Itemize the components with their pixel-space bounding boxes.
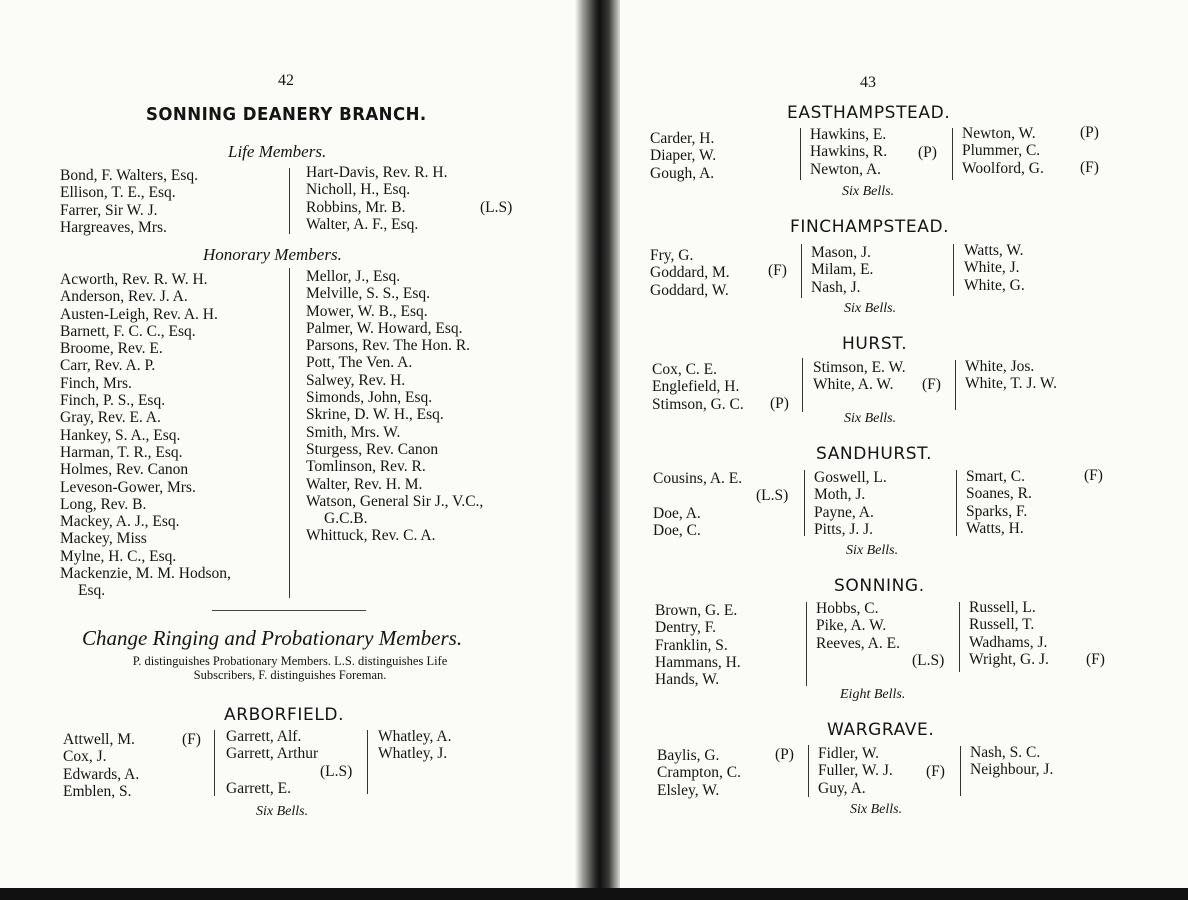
- page-number-left: 42: [278, 72, 294, 89]
- list-item: Gray, Rev. E. A.: [60, 409, 161, 427]
- wargrave-col2: [818, 745, 893, 797]
- list-item: Woolford, G.: [962, 159, 1044, 177]
- list-item: Attwell, M.: [63, 731, 135, 748]
- column-divider: [802, 358, 803, 412]
- list-item: Finch, Mrs.: [60, 374, 132, 392]
- probationary-tag: (P): [918, 144, 937, 161]
- list-item: Doe, A.: [653, 504, 701, 522]
- list-item: Fry, G.: [650, 247, 694, 264]
- list-item: Mackenzie, M. M. Hodson,: [60, 565, 231, 583]
- hurst-col3: [965, 358, 1057, 393]
- list-item: Skrine, D. W. H., Esq.: [306, 406, 444, 424]
- list-item: Mower, W. B., Esq.: [306, 302, 428, 320]
- list-item: Dentry, F.: [655, 619, 717, 637]
- list-item: Diaper, W.: [650, 147, 717, 165]
- column-divider: [960, 746, 961, 796]
- list-item: Fuller, W. J.: [818, 762, 893, 780]
- list-item: Goddard, M.: [650, 264, 730, 282]
- list-item: Hart-Davis, Rev. R. H.: [306, 164, 448, 181]
- finchampstead-col1: [650, 247, 730, 299]
- probationary-tag: (P): [1080, 124, 1099, 141]
- list-item: Ellison, T. E., Esq.: [60, 184, 176, 202]
- list-item: Moth, J.: [814, 486, 866, 504]
- list-item: White, G.: [964, 276, 1025, 294]
- ls-tag: (L.S): [756, 487, 789, 504]
- list-item: Milam, E.: [811, 261, 874, 279]
- left-page: [0, 0, 585, 900]
- list-item: Wright, G. J.: [969, 650, 1049, 668]
- list-item: [653, 487, 742, 504]
- foreman-tag: (F): [1086, 651, 1105, 668]
- list-item: Garrett, E.: [226, 779, 291, 797]
- list-item: Pott, The Ven. A.: [306, 354, 413, 372]
- list-item: Gough, A.: [650, 164, 715, 182]
- book-gutter: [575, 0, 620, 900]
- right-page: [610, 0, 1188, 900]
- column-divider: [959, 602, 960, 672]
- arborfield-col3: [378, 728, 451, 763]
- list-item: Neighbour, J.: [970, 761, 1054, 779]
- bells-note: Six Bells.: [842, 184, 895, 199]
- bells-note: Six Bells.: [850, 802, 903, 817]
- hurst-heading: HURST.: [842, 334, 908, 354]
- column-divider: [367, 730, 368, 794]
- ls-tag: (L.S): [480, 199, 513, 216]
- list-item: Cox, J.: [63, 748, 107, 766]
- list-item: Farrer, Sir W. J.: [60, 201, 158, 219]
- list-item: Smart, C.: [966, 468, 1025, 485]
- ls-tag: (L.S): [912, 652, 945, 669]
- list-item: Mackey, Miss: [60, 530, 147, 548]
- list-item: Broome, Rev. E.: [60, 340, 163, 358]
- change-ringing-heading: Change Ringing and Probationary Members.: [82, 626, 463, 650]
- bells-note: Six Bells.: [844, 301, 897, 316]
- list-item: Acworth, Rev. R. W. H.: [60, 271, 208, 288]
- list-item: Hawkins, E.: [810, 126, 887, 143]
- easthampstead-col3: [962, 125, 1044, 177]
- column-divider: [953, 244, 954, 296]
- list-item: Stimson, E. W.: [813, 359, 906, 376]
- list-item: Russell, L.: [969, 599, 1036, 616]
- list-item: Englefield, H.: [652, 378, 740, 396]
- list-item: Nash, S. C.: [970, 744, 1041, 761]
- list-item: Watson, General Sir J., V.C.,: [306, 492, 484, 510]
- list-item: Finch, P. S., Esq.: [60, 392, 166, 410]
- list-item: Edwards, A.: [63, 765, 140, 783]
- list-item: Watts, W.: [964, 242, 1024, 259]
- life-members-col2: [306, 164, 447, 233]
- list-item: White, A. W.: [813, 376, 894, 394]
- list-item: Melville, S. S., Esq.: [306, 285, 431, 303]
- foreman-tag: (F): [182, 731, 201, 748]
- list-item: Hankey, S. A., Esq.: [60, 426, 181, 444]
- list-item: Austen-Leigh, Rev. A. H.: [60, 305, 218, 323]
- list-item: Cox, C. E.: [652, 361, 718, 378]
- list-item: Carr, Rev. A. P.: [60, 357, 156, 375]
- list-item: Sparks, F.: [966, 502, 1028, 520]
- list-item: White, J.: [964, 259, 1020, 277]
- list-item: Anderson, Rev. J. A.: [60, 288, 188, 306]
- list-item: Barnett, F. C. C., Esq.: [60, 322, 196, 340]
- column-divider: [289, 268, 290, 598]
- list-item: Wadhams, J.: [969, 633, 1048, 651]
- sonning-heading: SONNING.: [834, 576, 925, 596]
- list-item: Harman, T. R., Esq.: [60, 443, 183, 461]
- arborfield-heading: ARBORFIELD.: [224, 705, 345, 725]
- key-note-line: P. distinguishes Probationary Members. L.S. distinguishes Life: [132, 654, 448, 668]
- list-item: Cousins, A. E.: [653, 470, 743, 487]
- column-divider: [804, 470, 805, 536]
- sandhurst-col1: [653, 470, 742, 539]
- bells-note: Six Bells.: [846, 543, 899, 558]
- probationary-tag: (P): [775, 746, 794, 763]
- list-item: Hands, W.: [655, 671, 720, 689]
- list-item: Newton, A.: [810, 160, 882, 178]
- foreman-tag: (F): [1084, 467, 1103, 484]
- list-item: Baylis, G.: [657, 747, 720, 764]
- list-item: Hargreaves, Mrs.: [60, 218, 167, 236]
- list-item: Russell, T.: [969, 616, 1035, 634]
- list-item: Carder, H.: [650, 130, 715, 147]
- bells-note: Six Bells.: [256, 804, 309, 819]
- list-item: Smith, Mrs. W.: [306, 423, 401, 441]
- life-members-heading: Life Members.: [228, 142, 327, 161]
- list-item: Esq.: [78, 582, 106, 600]
- list-item: Garrett, Arthur: [226, 745, 319, 763]
- easthampstead-col2: [810, 126, 887, 178]
- honorary-members-heading: Honorary Members.: [203, 245, 342, 264]
- list-item: [226, 763, 318, 780]
- honorary-members-col1: [60, 271, 231, 600]
- column-divider: [806, 602, 807, 686]
- list-item: Goswell, L.: [814, 469, 887, 486]
- column-divider: [955, 360, 956, 410]
- foreman-tag: (F): [922, 376, 941, 393]
- column-divider: [289, 168, 290, 234]
- list-item: Crampton, C.: [657, 764, 741, 782]
- easthampstead-heading: EASTHAMPSTEAD.: [787, 103, 951, 123]
- wargrave-col1: [657, 747, 741, 799]
- list-item: Parsons, Rev. The Hon. R.: [306, 337, 471, 355]
- arborfield-col2: [226, 728, 318, 797]
- key-note: [60, 654, 520, 682]
- sonning-col2: [816, 600, 900, 652]
- list-item: Bond, F. Walters, Esq.: [60, 167, 199, 184]
- column-divider: [808, 745, 809, 797]
- probationary-tag: (P): [770, 395, 789, 412]
- sandhurst-col3: [966, 468, 1032, 537]
- ls-tag: (L.S): [320, 763, 353, 780]
- list-item: G.C.B.: [324, 510, 368, 528]
- list-item: Hammans, H.: [655, 653, 741, 671]
- list-item: Fidler, W.: [818, 745, 879, 762]
- list-item: Guy, A.: [818, 779, 866, 797]
- list-item: Holmes, Rev. Canon: [60, 461, 189, 479]
- list-item: Brown, G. E.: [655, 602, 738, 619]
- list-item: Reeves, A. E.: [816, 634, 900, 652]
- list-item: Mackey, A. J., Esq.: [60, 513, 180, 531]
- list-item: Tomlinson, Rev. R.: [306, 458, 426, 476]
- list-item: Hobbs, C.: [816, 600, 879, 617]
- wargrave-heading: WARGRAVE.: [827, 720, 935, 740]
- list-item: Sturgess, Rev. Canon: [306, 440, 439, 458]
- wargrave-col3: [970, 744, 1053, 779]
- foreman-tag: (F): [768, 262, 787, 279]
- list-item: White, T. J. W.: [965, 375, 1057, 393]
- list-item: Pike, A. W.: [816, 617, 887, 635]
- sonning-col1: [655, 602, 741, 688]
- list-item: Leveson-Gower, Mrs.: [60, 478, 196, 496]
- foreman-tag: (F): [926, 763, 945, 780]
- column-divider: [800, 128, 801, 180]
- arborfield-col1: [63, 731, 139, 800]
- column-divider: [956, 470, 957, 536]
- sandhurst-col2: [814, 469, 887, 538]
- sonning-col3: [969, 599, 1049, 668]
- list-item: Whatley, J.: [378, 745, 448, 763]
- list-item: Emblen, S.: [63, 782, 132, 800]
- list-item: Palmer, W. Howard, Esq.: [306, 319, 463, 337]
- column-divider: [214, 730, 215, 796]
- list-item: Payne, A.: [814, 503, 874, 521]
- branch-title: SONNING DEANERY BRANCH.: [146, 104, 427, 125]
- list-item: Stimson, G. C.: [652, 395, 744, 413]
- finchampstead-col3: [964, 242, 1025, 294]
- list-item: Soanes, R.: [966, 485, 1032, 503]
- list-item: Newton, W.: [962, 125, 1036, 142]
- list-item: Doe, C.: [653, 521, 701, 539]
- bells-note: Eight Bells.: [840, 687, 906, 702]
- list-item: White, Jos.: [965, 358, 1035, 375]
- list-item: Franklin, S.: [655, 636, 728, 654]
- list-item: Garrett, Alf.: [226, 728, 302, 745]
- list-item: Long, Rev. B.: [60, 495, 147, 513]
- column-divider: [952, 128, 953, 180]
- list-item: Mellor, J., Esq.: [306, 268, 401, 285]
- list-item: Mason, J.: [811, 244, 871, 261]
- page-number-right: 43: [860, 74, 876, 91]
- bells-note: Six Bells.: [844, 411, 897, 426]
- easthampstead-col1: [650, 130, 716, 182]
- list-item: Walter, A. F., Esq.: [306, 215, 419, 233]
- key-note-line: Subscribers, F. distinguishes Foreman.: [193, 668, 387, 682]
- list-item: Whatley, A.: [378, 728, 452, 745]
- list-item: Watts, H.: [966, 519, 1024, 537]
- list-item: Elsley, W.: [657, 781, 720, 799]
- life-members-col1: [60, 167, 198, 236]
- book-bottom-edge: [0, 888, 1188, 900]
- list-item: Whittuck, Rev. C. A.: [306, 527, 436, 545]
- list-item: Salwey, Rev. H.: [306, 371, 406, 389]
- list-item: Nash, J.: [811, 278, 861, 296]
- list-item: Hawkins, R.: [810, 143, 888, 161]
- column-divider: [801, 244, 802, 298]
- section-divider: [212, 610, 366, 611]
- list-item: Plummer, C.: [962, 142, 1041, 160]
- list-item: Nicholl, H., Esq.: [306, 181, 411, 199]
- list-item: Pitts, J. J.: [814, 520, 874, 538]
- honorary-members-col2: [306, 268, 483, 545]
- hurst-col2: [813, 359, 906, 394]
- list-item: Walter, Rev. H. M.: [306, 475, 423, 493]
- finchampstead-col2: [811, 244, 873, 296]
- sandhurst-heading: SANDHURST.: [816, 444, 933, 464]
- list-item: Mylne, H. C., Esq.: [60, 547, 177, 565]
- hurst-col1: [652, 361, 744, 413]
- list-item: Goddard, W.: [650, 281, 729, 299]
- list-item: Simonds, John, Esq.: [306, 389, 433, 407]
- list-item: Robbins, Mr. B.: [306, 198, 406, 216]
- finchampstead-heading: FINCHAMPSTEAD.: [790, 217, 950, 237]
- foreman-tag: (F): [1080, 159, 1099, 176]
